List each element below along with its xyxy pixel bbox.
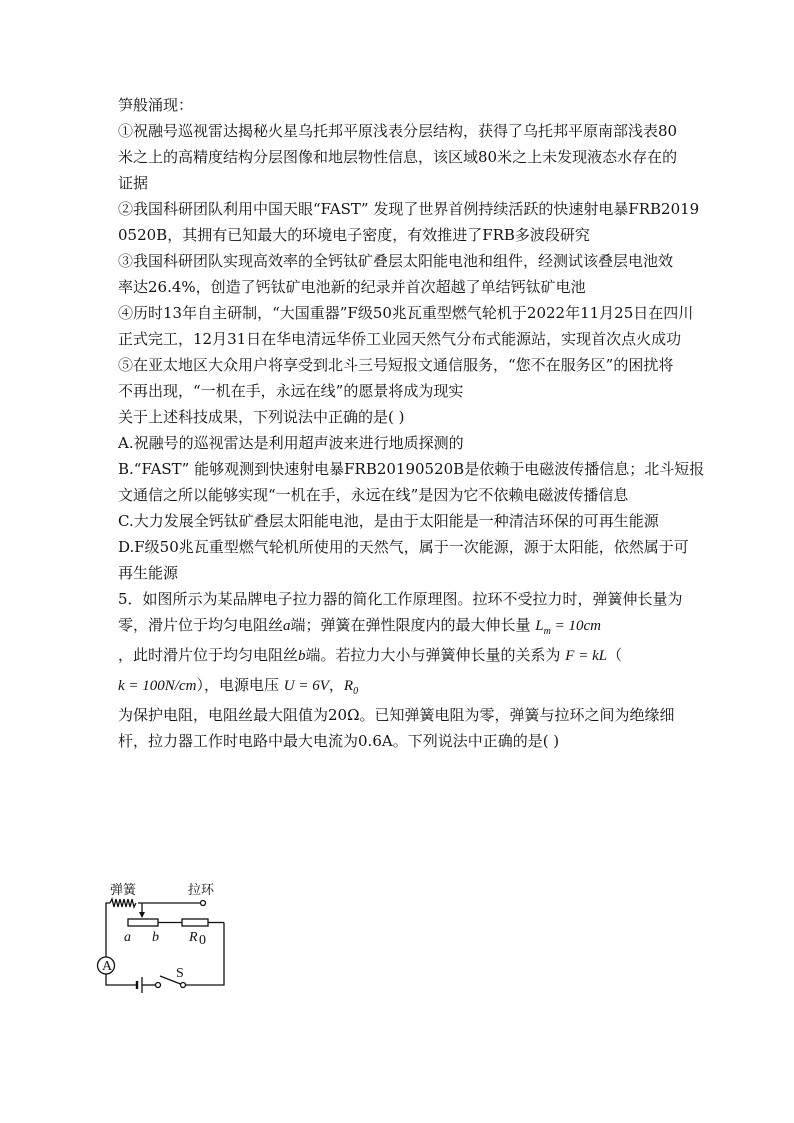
ring-label: 拉环 — [188, 883, 215, 898]
option-d: D.F级50兆瓦重型燃气轮机所使用的天然气，属于一次能源，源于太阳能，依然属于可 再生能源 — [118, 538, 689, 582]
svg-text:0: 0 — [199, 933, 206, 948]
achievement-item-1: ①祝融号巡视雷达揭秘火星乌托邦平原浅表分层结构，获得了乌托邦平原南部浅表80 米之上的高精度结构分层图像和地层物性信息，该区域80米之上未发现液态水存在的 证据 — [118, 122, 678, 192]
left-wire — [106, 903, 110, 957]
bottom-wire — [106, 974, 137, 985]
circuit-diagram — [96, 877, 246, 997]
resistor-r0 — [182, 919, 208, 926]
switch-contact — [181, 983, 186, 988]
terminal-a: a — [283, 618, 291, 634]
slider-arrow-icon — [139, 912, 145, 918]
label-r0: R — [189, 930, 198, 945]
achievement-item-5: ⑤在亚太地区大众用户将享受到北斗三号短报文通信服务，“您不在服务区”的困扰将 不再出现，“一机在手，永远在线”的愿景将成为现实 — [118, 356, 674, 400]
label-switch: S — [176, 966, 184, 981]
question-5: 5．如图所示为某品牌电子拉力器的简化工作原理图。拉环不受拉力时，弹簧伸长量为 零，滑片位于均匀电阻丝a端；弹簧在弹性限度内的最大伸长量 $L_m = 10cm$ ，此时滑片位于均匀电阻丝b端。若拉力大小与弹簧伸长量的关系为 F = kL（ k = 100N/cm），电源电压 U = 6V，$R_0$ 为保护电阻，电阻丝最大阻值为20Ω。已知弹簧电阻为零，弹簧与拉环之间为绝缘细 杆，拉力器工作时电路中最大电流为0.6A。下列说法中正确的是( ) — [118, 590, 683, 750]
achievement-item-2: ②我国科研团队利用中国天眼“FAST” 发现了世界首例持续活跃的快速射电暴FRB2019 0520B，其拥有已知最大的环境电子密度，有效推进了FRB多波段研究 — [118, 200, 700, 244]
protective-resistor-symbol: $R_0$ — [343, 678, 359, 697]
terminal-b: b — [298, 648, 306, 664]
option-c: C.大力发展全钙钛矿叠层太阳能电池，是由于太阳能是一种清洁环保的可再生能源 — [118, 512, 659, 530]
spring-label: 弹簧 — [110, 883, 137, 898]
spring-constant: k = 100N/cm — [118, 678, 197, 694]
resistance-wire — [128, 919, 158, 926]
option-a: A.祝融号的巡视雷达是利用超声波来进行地质探测的 — [118, 434, 464, 452]
label-b: b — [152, 930, 159, 945]
spring-icon — [110, 899, 136, 907]
ring-icon — [201, 901, 206, 906]
question-4-stem: 关于上述科技成果，下列说法中正确的是( ) — [118, 408, 405, 426]
max-extension-symbol: $L_m$ — [535, 618, 551, 637]
intro-heading: 笋般涌现： — [118, 96, 194, 114]
label-a: a — [124, 930, 131, 945]
option-b: B.“FAST” 能够观测到快速射电暴FRB20190520B是依赖于电磁波传播信息；北斗短报 文通信之所以能够实现“一机在手，永远在线”是因为它不依赖电磁波传播信息 — [118, 460, 705, 504]
svg-text:A: A — [102, 959, 113, 974]
achievement-item-3: ③我国科研团队实现高效率的全钙钛矿叠层太阳能电池和组件，经测试该叠层电池效 率达26.4%，创造了钙钛矿电池新的纪录并首次超越了单结钙钛矿电池 — [118, 252, 674, 296]
achievement-item-4: ④历时13年自主研制，“大国重器”F级50兆瓦重型燃气轮机于2022年11月25日在四川 正式完工，12月31日在华电清远华侨工业园天然气分布式能源站，实现首次点火成功 — [118, 304, 694, 348]
document-page — [118, 92, 708, 754]
